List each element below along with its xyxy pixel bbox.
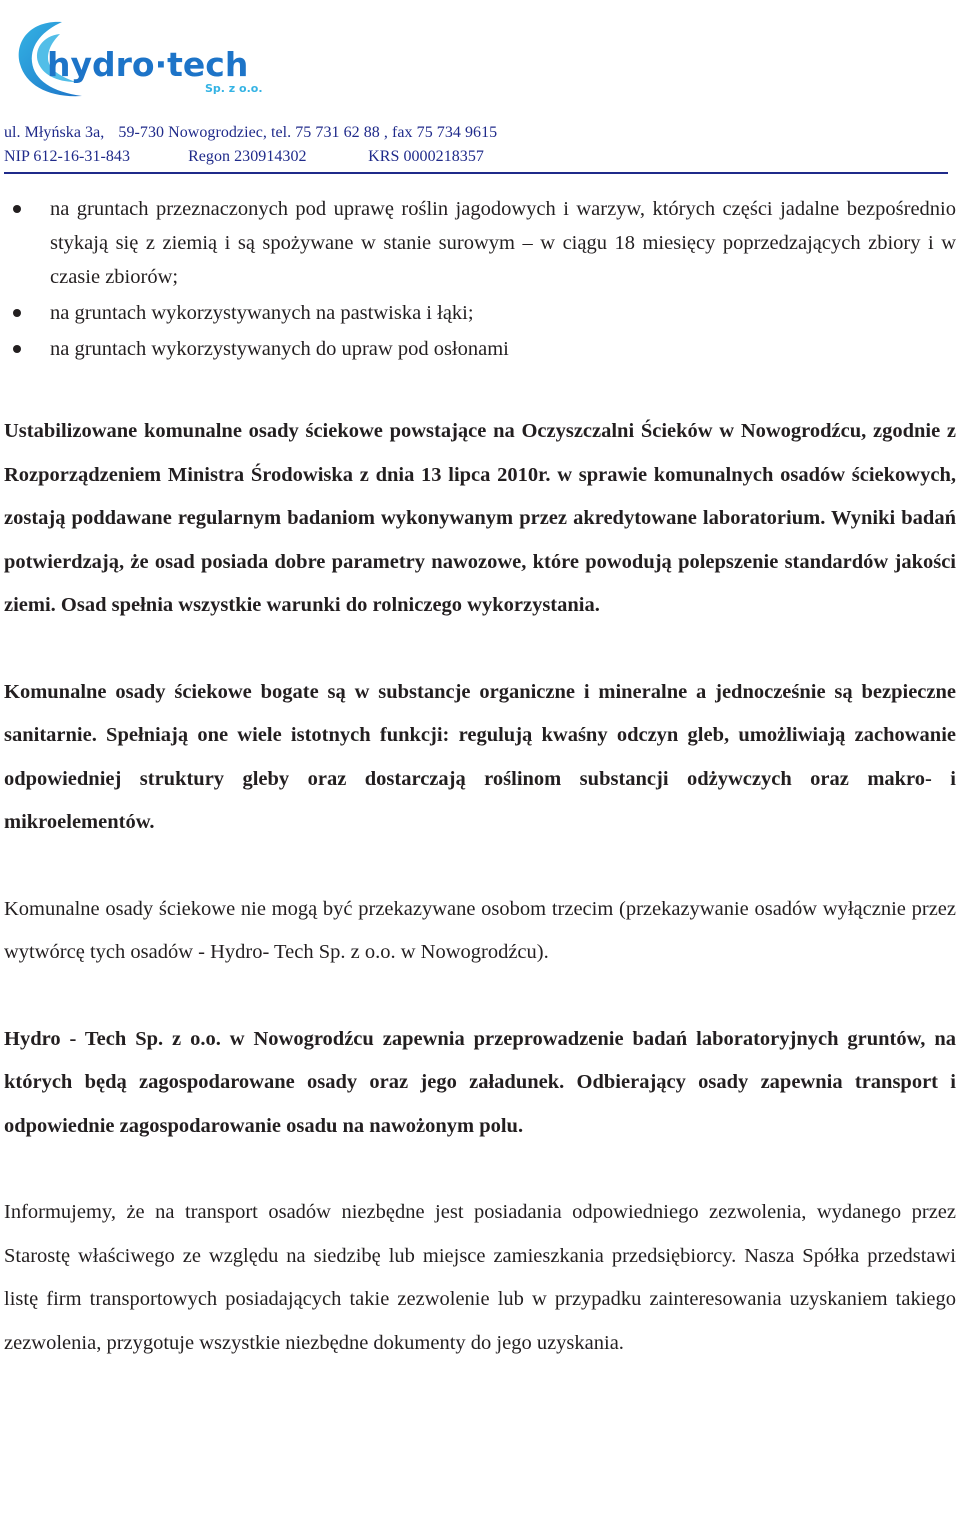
paragraph-transport-permit: Informujemy, że na transport osadów niezbędne jest posiadania odpowiedniego zezwolenia, wydanego przez Starostę właściwego ze względu na siedzibę lub miejsce zamieszkania przedsiębiorcy. Nasza Spółka przedstawi listę firm transportowych posiadających takie zezwolenie lub w przypadku zainteresowania uzyskaniem takiego zezwolenia, przygotuje wszystkie niezbędne dokumenty do jego uzyskania. bbox=[4, 1201, 956, 1354]
bullet-list bbox=[4, 192, 956, 366]
document-body bbox=[4, 192, 956, 1365]
logo-subtitle: Sp. z o.o. bbox=[205, 82, 263, 95]
paragraph-transfer-restriction: Komunalne osady ściekowe nie mogą być przekazywane osobom trzecim (przekazywanie osadów wyłącznie przez wytwórcę tych osadów - Hydro- Tech Sp. z o.o. w Nowogrodźcu). bbox=[4, 897, 956, 963]
phone: tel. 75 731 62 88 , bbox=[271, 124, 388, 141]
regon: Regon 230914302 bbox=[188, 148, 307, 165]
street: ul. Młyńska 3a, bbox=[4, 124, 105, 141]
header-divider bbox=[4, 172, 948, 174]
krs: KRS 0000218357 bbox=[368, 148, 484, 165]
paragraph-sludge-properties: Komunalne osady ściekowe bogate są w substancje organiczne i mineralne a jednocześnie są bezpieczne sanitarnie. Spełniają one wiele istotnych funkcji: regulują kwaśny odczyn gleb, umożliwiają zachowanie odpowiedniej struktury gleby oraz dostarczają roślinom substancji odżywczych oraz makro- i mikroelementów. bbox=[4, 680, 956, 833]
paragraph-company-services: Hydro - Tech Sp. z o.o. w Nowogrodźcu zapewnia przeprowadzenie badań laboratoryjnych gruntów, na których będą zagospodarowane osady oraz jego załadunek. Odbierający osady zapewnia transport i odpowiednie zagospodarowanie osadu na nawożonym polu. bbox=[4, 1027, 956, 1137]
list-item: na gruntach wykorzystywanych do upraw pod osłonami bbox=[4, 332, 956, 366]
registry-line bbox=[4, 148, 484, 166]
bullet-icon bbox=[13, 345, 21, 353]
bullet-icon bbox=[13, 205, 21, 213]
list-item: na gruntach przeznaczonych pod uprawę roślin jagodowych i warzyw, których części jadalne bezpośrednio stykają się z ziemią i są spożywane w stanie surowym – w ciągu 18 miesięcy poprzedzających zbiory i w czasie zbiorów; bbox=[4, 192, 956, 294]
bullet-icon bbox=[13, 309, 21, 317]
city: 59-730 Nowogrodziec, bbox=[118, 124, 267, 141]
fax: fax 75 734 9615 bbox=[392, 124, 498, 141]
hydro-tech-logo bbox=[0, 0, 287, 120]
paragraph-sludge-testing: Ustabilizowane komunalne osady ściekowe powstające na Oczyszczalni Ścieków w Nowogrodźcu, zgodnie z Rozporządzeniem Ministra Środowiska z dnia 13 lipca 2010r. w sprawie komunalnych osadów ściekowych, zostają poddawane regularnym badaniom wykonywanym przez akredytowane laboratorium. Wyniki badań potwierdzają, że osad posiada dobre parametry nawozowe, które powodują polepszenie standardów jakości ziemi. Osad spełnia wszystkie warunki do rolniczego wykorzystania. bbox=[4, 420, 956, 616]
nip: NIP 612-16-31-843 bbox=[4, 148, 131, 165]
company-logo bbox=[0, 0, 287, 120]
address-line bbox=[4, 124, 497, 142]
list-item: na gruntach wykorzystywanych na pastwiska i łąki; bbox=[4, 296, 956, 330]
logo-wordmark: hydro·tech bbox=[47, 45, 249, 84]
